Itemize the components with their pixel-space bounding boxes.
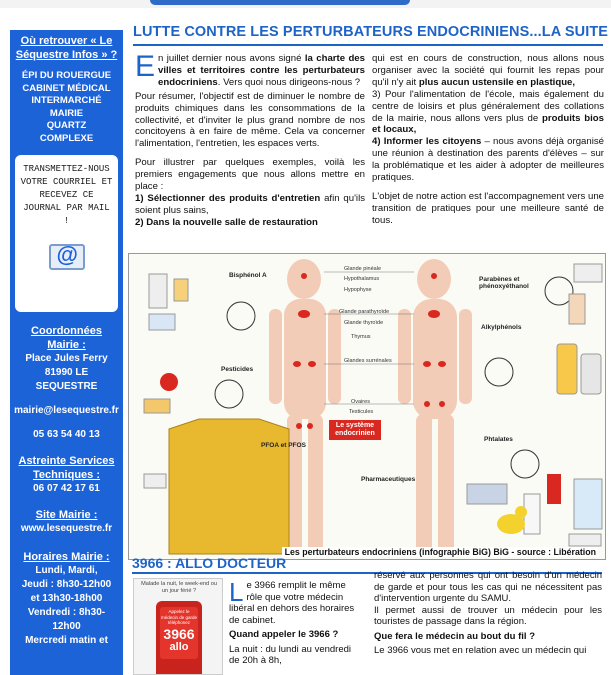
headline-rule [133, 44, 603, 46]
astreinte-title: Astreinte Services Techniques : [18, 455, 115, 481]
examples-paragraph: Pour illustrer par quelques exemples, voilà les premiers engagements que nous allons mettre en place : [135, 157, 365, 193]
hours-line: Vendredi : 8h30-12h00 [27, 607, 106, 632]
intro-paragraph [135, 50, 365, 89]
phone-icon [156, 601, 202, 675]
article-column-right [372, 53, 604, 234]
infographic-illustration [129, 254, 606, 560]
location-item: MAIRIE [49, 107, 84, 119]
intro-text: n juillet dernier nous avons signé [158, 53, 305, 64]
location-item: ÉPI DU ROUERGUE [21, 70, 112, 81]
doctor-paragraph: réservé aux personnes qui ont besoin d'un médecin de garde et pour tous les cas qui ne nécessitent pas d'intervention urgente du SAMU. [374, 570, 602, 604]
item-text: afin qu'ils soient plus sains, [135, 192, 365, 216]
doctor-ad [133, 578, 223, 675]
answer-2: Le 3966 vous met en relation avec un médecin qui [374, 645, 587, 656]
doctor-column-left [229, 577, 363, 670]
doctor-paragraph: Il permet aussi de trouver un médecin pour les touristes de passage dans la région. [374, 604, 602, 627]
astreinte-phone: 06 07 42 17 61 [33, 483, 100, 494]
item-title: Informer les citoyens [383, 136, 482, 148]
email-link[interactable]: mairie@lesequestre.fr [14, 405, 119, 416]
location-item: COMPLEXE [39, 132, 94, 144]
organ-label: Glande thyroïde [344, 320, 384, 326]
hours-line: Jeudi : 8h30-12h00 [21, 579, 112, 590]
commitment-2-start [135, 217, 365, 229]
organ-label: Testicules [349, 409, 374, 415]
label-pesticides: Pesticides [221, 366, 254, 373]
label-pfoa: PFOA et PFOS [261, 442, 306, 449]
location-item: QUARTZ [46, 120, 87, 131]
item-title: Sélectionner des produits d'entretien [147, 192, 321, 204]
hours-line: et 13h30-18h00 [30, 593, 103, 604]
intro-question: . Vers quoi nous dirigeons-nous ? [217, 76, 361, 88]
label-bisphenol: Bisphénol A [229, 272, 267, 279]
endocrine-system-label: Le système endocrinien [329, 420, 381, 440]
organ-label: Hypophyse [344, 287, 372, 293]
hours-line: Lundi, Mardi, [35, 565, 98, 576]
organ-label: Glande parathyroïde [339, 309, 390, 315]
organ-label: Thymus [351, 334, 371, 340]
ad-word: allo [169, 640, 189, 653]
organ-label: Glandes surrénales [344, 358, 392, 364]
conclusion-paragraph: L'objet de notre action est l'accompagnement vers une transition de pratiques pour une meilleure santé de tous. [372, 190, 604, 226]
answer-1: La nuit : du lundi au vendredi de 20h à 8h, [229, 643, 352, 666]
distribution-section [10, 30, 123, 145]
location-item: CABINET MÉDICAL [22, 82, 111, 94]
intro-text: e 3966 remplit le même rôle que votre médecin libéral en dehors des horaires de cabinet. [229, 580, 355, 626]
doctor-column-right [374, 570, 602, 660]
ad-text: Malade la nuit, le week-end ou un jour férié ? [141, 581, 217, 594]
commitment-3 [372, 89, 604, 137]
email-icon: @ [45, 234, 89, 276]
organ-label: Ovaires [351, 399, 370, 405]
label-alkylphenols: Alkylphénols [481, 324, 522, 331]
question-1: Quand appeler le 3966 ? [229, 629, 339, 640]
newsletter-message: TRANSMETTEZ-NOUS VOTRE COURRIEL ET RECEVEZ CE JOURNAL PAR MAIL ! [20, 164, 113, 226]
item-highlight: produits bios et locaux, [372, 112, 604, 136]
item-number: 4) [372, 136, 384, 148]
item-text: 3) Pour l'alimentation de l'école, mais également du centre de loisirs et plus généralement des collations de la mairie, nous allons vers plus de [372, 88, 604, 124]
dropcap: L [229, 577, 244, 607]
doctor-section-title: 3966 : ALLO DOCTEUR [132, 555, 287, 571]
commitment-2-cont [372, 53, 604, 89]
label-parabens: Parabènes et phénoxyéthanol [479, 276, 529, 290]
article-headline: LUTTE CONTRE LES PERTURBATEURS ENDOCRINIENS...LA SUITE [133, 24, 609, 40]
commitment-1 [135, 193, 365, 217]
phone-screen [160, 607, 198, 659]
item-number: 2) [135, 216, 147, 228]
item-title: Dans la nouvelle salle de restauration [146, 216, 318, 228]
question-2: Que fera le médecin au bout du fil ? [374, 630, 535, 642]
address-line: 81990 LE SEQUESTRE [35, 367, 98, 392]
item-text: qui est en cours de construction, nous allons nous organiser avec la société qui fournit les repas pour qu'il n'y ait [372, 53, 604, 88]
endocrine-infographic [128, 253, 606, 560]
commitment-4 [372, 136, 604, 184]
sidebar [10, 30, 123, 675]
main-content [128, 0, 611, 675]
contact-title: Coordonnées Mairie : [31, 325, 102, 351]
find-title: Où retrouver « Le Séquestre Infos » ? [15, 35, 118, 61]
site-link[interactable]: www.lesequestre.fr [20, 523, 113, 534]
item-text: – nous avons déjà organisé une réunion à destination des parents d'élèves – sur la problématique et les aider à adopter de meilleures pratiques. [372, 136, 604, 184]
label-phthalates: Phtalates [484, 436, 513, 443]
hours-title: Horaires Mairie : [23, 551, 110, 563]
site-title: Site Mairie : [35, 509, 98, 521]
location-item: INTERMARCHÉ [31, 95, 102, 106]
contact-section [10, 312, 123, 648]
article-column-left [135, 50, 365, 236]
organ-label: Hypothalamus [344, 276, 380, 282]
organ-label: Glande pinéale [344, 266, 382, 272]
charter-name: la charte des villes et territoires contre les perturbateurs endocriniens [158, 53, 365, 88]
item-highlight: plus aucun ustensile en plastique, [418, 76, 576, 88]
phone-number: 05 63 54 40 13 [33, 429, 100, 440]
doctor-intro [229, 577, 363, 626]
infographic-caption: Les perturbateurs endocriniens (infographie BiG) BiG - source : Libération [282, 547, 599, 557]
label-pharma: Pharmaceutiques [361, 476, 416, 483]
ad-call: Appelez le médecin de garde téléphonez [160, 609, 198, 625]
dropcap: E [135, 50, 156, 83]
hours-line: Mercredi matin et [25, 635, 108, 646]
newsletter-box [15, 155, 118, 312]
address-line: Place Jules Ferry [25, 353, 108, 364]
item-number: 1) [135, 192, 148, 204]
ad-number: 3966 [163, 625, 195, 642]
summary-paragraph: Pour résumer, l'objectif est de diminuer le nombre de produits chimiques dans les consommations de la collectivité, et d'inviter le plus grand nombre de nos concitoyens à en faire de même. Cela va concerner l'alimentation, l'entretien, les espaces verts. [135, 90, 365, 150]
